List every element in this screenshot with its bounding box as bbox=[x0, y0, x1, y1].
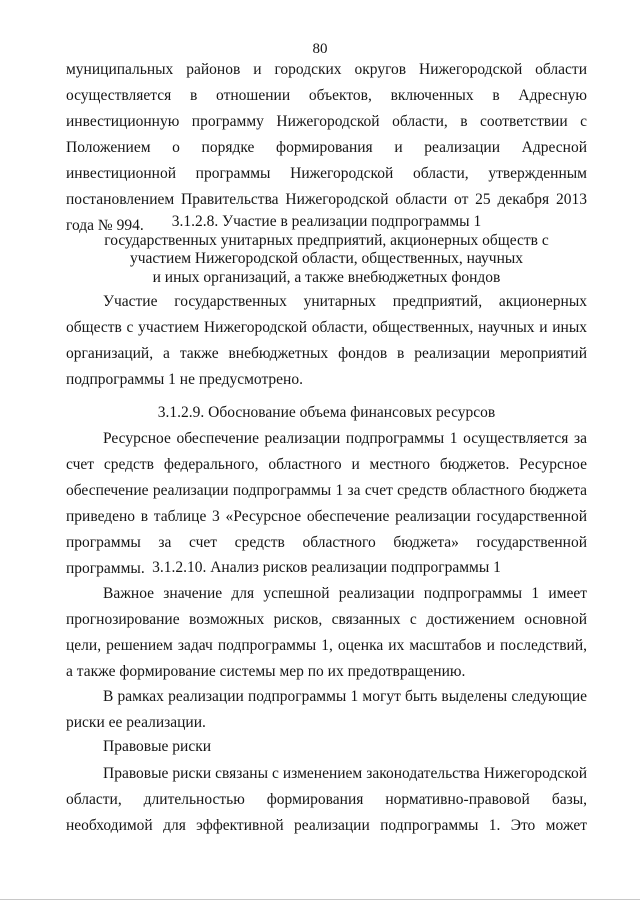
legal-risks-subheading-block bbox=[66, 734, 587, 760]
heading-line-2: государственных унитарных предприятий, акционерных обществ с bbox=[104, 231, 549, 249]
section-3-1-2-8-heading bbox=[66, 213, 587, 287]
heading-line-3: участием Нижегородской области, общественных, научных bbox=[129, 250, 524, 267]
legal-risks-paragraph: Правовые риски связаны с изменением законодательства Нижегородской области, длительностью формирования нормативно-правовой базы, необходимой для эффективной реализации подпрограммы 1. Это может bbox=[66, 765, 587, 834]
section-3-1-2-10-heading-block bbox=[66, 555, 587, 581]
section-3-1-2-10-body-1 bbox=[66, 581, 587, 685]
participation-paragraph: Участие государственных унитарных предприятий, акционерных обществ с участием Нижегородской области, общественных, научных и иных организаций, а также внебюджетных фондов в реализации мероприятий подпрограммы 1 не предусмотрено. bbox=[66, 293, 587, 388]
heading-line-4: и иных организаций, а также внебюджетных фондов bbox=[152, 268, 501, 286]
section-3-1-2-10-body-2 bbox=[66, 684, 587, 736]
risk-analysis-paragraph: Важное значение для успешной реализации подпрограммы 1 имеет прогнозирование возможных рисков, связанных с достижением основной цели, решением задач подпрограммы 1, оценка их масштабов и последствий, а также формирование системы мер по их предотвращению. bbox=[66, 585, 587, 680]
heading-line-1: 3.1.2.8. Участие в реализации подпрограммы 1 bbox=[171, 213, 482, 230]
intro-paragraph-block bbox=[66, 57, 587, 239]
section-3-1-2-8-body bbox=[66, 289, 587, 393]
risk-list-intro-paragraph: В рамках реализации подпрограммы 1 могут быть выделены следующие риски ее реализации. bbox=[66, 688, 587, 731]
page-bottom-edge bbox=[0, 899, 640, 900]
section-3-1-2-10-body-3 bbox=[66, 761, 587, 839]
section-3-1-2-9-heading-block bbox=[66, 400, 587, 426]
resources-paragraph: Ресурсное обеспечение реализации подпрограммы 1 осуществляется за счет средств федерального, областного и местного бюджетов. Ресурсное обеспечение реализации подпрограммы 1 за счет средств областного бюджета приведено в таблице 3 «Ресурсное обеспечение реализации государственной программы за счет средств областного бюджета» государственной программы. bbox=[66, 430, 587, 577]
section-3-1-2-10-heading: 3.1.2.10. Анализ рисков реализации подпрограммы 1 bbox=[152, 559, 501, 576]
page-number: 80 bbox=[312, 41, 328, 57]
section-3-1-2-9-heading: 3.1.2.9. Обоснование объема финансовых ресурсов bbox=[157, 404, 496, 421]
legal-risks-subheading: Правовые риски bbox=[103, 738, 212, 755]
intro-paragraph: муниципальных районов и городских округов Нижегородской области осуществляется в отношении объектов, включенных в Адресную инвестиционную программу Нижегородской области, в соответствии с Положением о порядке формирования и реализации Адресной инвестиционной программы Нижегородской области, утвержденным постановлением Правительства Нижегородской области от 25 декабря 2013 года № 994. bbox=[66, 61, 587, 234]
